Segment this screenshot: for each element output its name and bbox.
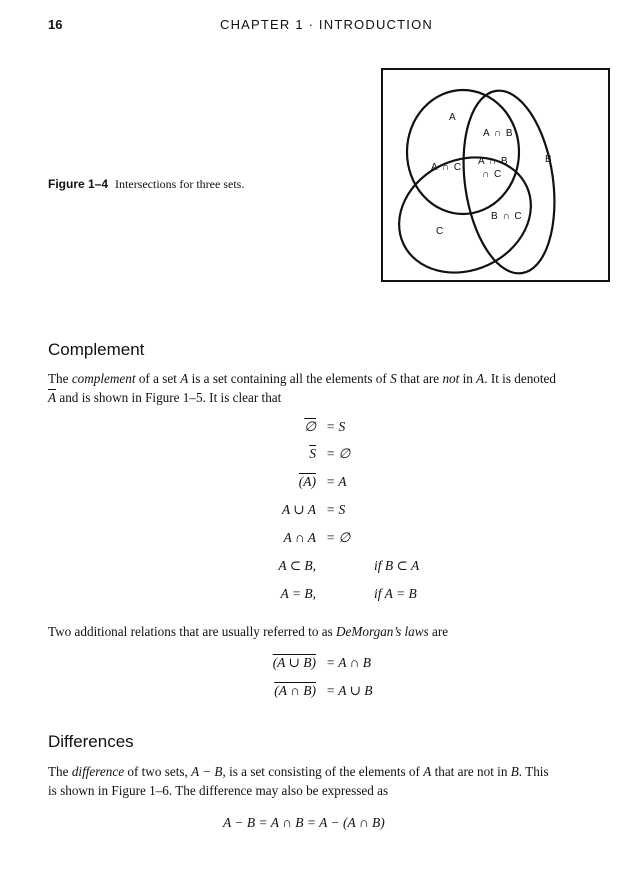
demorgan-equation — [176, 655, 496, 675]
region-a-label: A — [449, 112, 457, 123]
complement-paragraph: The complement of a set A is a set containing all the elements of S that are not in A. It is denoted $\overline{A}$ and is shown in Figure 1–5. It is clear that — [48, 371, 557, 405]
equation-row — [176, 502, 496, 522]
term-demorgan: DeMorgan’s laws — [336, 624, 429, 639]
equation-row — [176, 558, 496, 578]
figure-caption-text: Intersections for three sets. — [115, 177, 245, 191]
eq-lhs: (A ∪ B) — [272, 655, 316, 670]
region-a-and-c-label: A ∩ C — [431, 162, 463, 173]
demorgan-equation — [176, 683, 496, 703]
eq-rhs: = A ∪ B — [326, 683, 373, 698]
eq-rhs: = ∅ — [326, 530, 351, 545]
difference-equation: A − B = A ∩ B = A − (A ∩ B) — [223, 815, 385, 830]
eq-lhs: A ⊂ B, — [278, 558, 316, 573]
eq-rhs: = A — [326, 474, 347, 489]
region-b-label: B — [545, 154, 553, 165]
equation-row — [176, 586, 496, 606]
eq-rhs: = A ∩ B — [326, 655, 371, 670]
equation-row — [176, 446, 496, 466]
eq-rhs: = ∅ — [326, 446, 351, 461]
differences-paragraph: The difference of two sets, A − B, is a set consisting of the elements of A that are not in B. This is shown in Figure 1–6. The difference may also be expressed as — [48, 764, 549, 798]
page-number: 16 — [48, 17, 63, 32]
running-title: CHAPTER 1 · INTRODUCTION — [220, 17, 433, 32]
demorgan-intro: Two additional relations that are usually referred to as DeMorgan’s laws are — [48, 624, 449, 639]
eq-lhs: A ∩ A — [283, 530, 316, 545]
section-heading-complement: Complement — [48, 340, 145, 359]
equation-row — [176, 419, 496, 439]
venn-figure-frame — [381, 68, 610, 282]
eq-lhs: A = B, — [280, 586, 316, 601]
region-c-label: C — [436, 226, 445, 237]
eq-rhs: = S — [326, 419, 346, 434]
figure-caption — [48, 177, 244, 192]
eq-lhs: $\overline{S}$ — [309, 446, 316, 461]
eq-condition: if A = B — [374, 586, 417, 601]
figure-label: Figure 1–4 — [48, 177, 109, 191]
region-a-and-b-label: A ∩ B — [483, 128, 514, 139]
region-abc-label-line1: A ∩ B — [478, 156, 509, 167]
venn-diagram — [383, 70, 608, 280]
equation-row — [176, 474, 496, 494]
eq-lhs: ∅ — [304, 419, 316, 434]
eq-condition: if B ⊂ A — [374, 558, 420, 573]
region-abc-label-line2: ∩ C — [482, 169, 503, 180]
equation-row — [176, 530, 496, 550]
term-difference: difference — [71, 764, 125, 779]
eq-lhs: A ∪ A — [281, 502, 316, 517]
eq-lhs: (A ∩ B) — [274, 683, 316, 698]
eq-rhs: = S — [326, 502, 346, 517]
term-complement: complement — [71, 371, 136, 386]
section-heading-differences: Differences — [48, 732, 134, 751]
region-b-and-c-label: B ∩ C — [491, 211, 523, 222]
eq-lhs: (A) — [298, 474, 316, 489]
